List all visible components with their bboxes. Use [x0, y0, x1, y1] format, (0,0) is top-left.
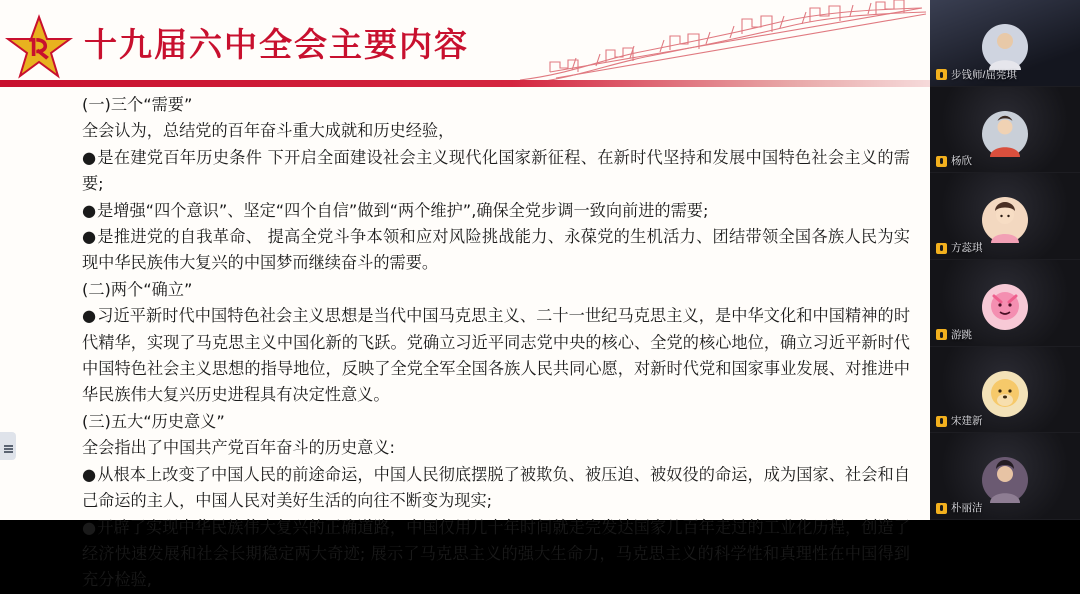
- participant-tile[interactable]: [930, 0, 1080, 87]
- slide-header: [0, 0, 930, 92]
- participant-name: 宋建新: [951, 415, 983, 428]
- paragraph: ● 开辟了实现中华民族伟大复兴的正确道路，中国仅用几十年时间就走完发达国家几百年走过的工业化历程，创造了经济快速发展和社会长期稳定两大奇迹; 展示了马克思主义的强大生命力，马克思主义的科学性和真理性在中国得到充分检验,: [82, 515, 910, 594]
- great-wall-art-icon: [510, 0, 930, 86]
- paragraph: ● 习近平新时代中国特色社会主义思想是当代中国马克思主义、二十一世纪马克思主义，是中华文化和中国精神的时代精华，实现了马克思主义中国化新的飞跃。党确立习近平同志党中央的核心、全党的核心地位，确立习近平新时代中国特色社会主义思想的指导地位，反映了全党全军全国各族人民共同心愿，对新时代党和国家事业发展、对推进中华民族伟大复兴历史进程具有决定性意义。: [82, 303, 910, 409]
- participant-name: 朴丽洁: [951, 502, 983, 515]
- page-title: 十九届六中全会主要内容: [84, 28, 469, 64]
- paragraph: 全会指出了中国共产党百年奋斗的历史意义:: [82, 438, 396, 458]
- paragraph: (一)三个“需要”: [82, 95, 193, 114]
- participant-name-row: [936, 415, 983, 427]
- avatar: [982, 284, 1028, 330]
- participant-rail: [930, 0, 1080, 520]
- microphone-icon: [936, 156, 947, 167]
- slide-body: [82, 92, 910, 594]
- microphone-icon: [936, 503, 947, 514]
- participant-name: 步钱师/屈莞琪: [951, 68, 1017, 81]
- party-emblem-icon: [4, 14, 74, 84]
- paragraph: ● 是在建党百年历史条件 下开启全面建设社会主义现代化国家新征程、在新时代坚持和发展中国特色社会主义的需要;: [82, 145, 910, 198]
- microphone-icon: [936, 243, 947, 254]
- avatar: [982, 371, 1028, 417]
- paragraph: 全会认为，总结党的百年奋斗重大成就和历史经验，: [82, 121, 455, 141]
- title-divider: [0, 80, 930, 87]
- avatar: [982, 111, 1028, 157]
- participant-name-row: [936, 329, 972, 341]
- avatar: [982, 197, 1028, 243]
- participant-name: 方蕊琪: [951, 242, 983, 255]
- participant-tile[interactable]: [930, 87, 1080, 174]
- participant-tile[interactable]: [930, 173, 1080, 260]
- microphone-icon: [936, 329, 947, 340]
- paragraph: ● 是增强“四个意识”、坚定“四个自信”做到“两个维护”,确保全党步调一致向前进的需要;: [82, 198, 910, 224]
- participant-name-row: [936, 502, 983, 514]
- annotation-handle[interactable]: [0, 432, 16, 460]
- microphone-icon: [936, 416, 947, 427]
- avatar: [982, 457, 1028, 503]
- microphone-icon: [936, 69, 947, 80]
- participant-name-row: [936, 242, 983, 254]
- avatar: [982, 24, 1028, 70]
- participant-name-row: [936, 69, 1017, 81]
- paragraph: ● 是推进党的自我革命、 提高全党斗争本领和应对风险挑战能力、永葆党的生机活力、团结带领全国各族人民为实现中华民族伟大复兴的中国梦而继续奋斗的需要。: [82, 224, 910, 277]
- participant-name-row: [936, 155, 972, 167]
- participant-name: 游跳: [951, 328, 972, 341]
- paragraph: (三)五大“历史意义”: [82, 411, 225, 431]
- participant-tile[interactable]: [930, 433, 1080, 520]
- paragraph: ● 从根本上改变了中国人民的前途命运，中国人民彻底摆脱了被欺负、被压迫、被奴役的命运，成为国家、社会和自己命运的主人，中国人民对美好生活的向往不断变为现实;: [82, 462, 910, 515]
- participant-name: 杨欣: [951, 155, 972, 168]
- participant-tile[interactable]: [930, 347, 1080, 434]
- participant-tile[interactable]: [930, 260, 1080, 347]
- paragraph: (二)两个“确立”: [82, 279, 193, 299]
